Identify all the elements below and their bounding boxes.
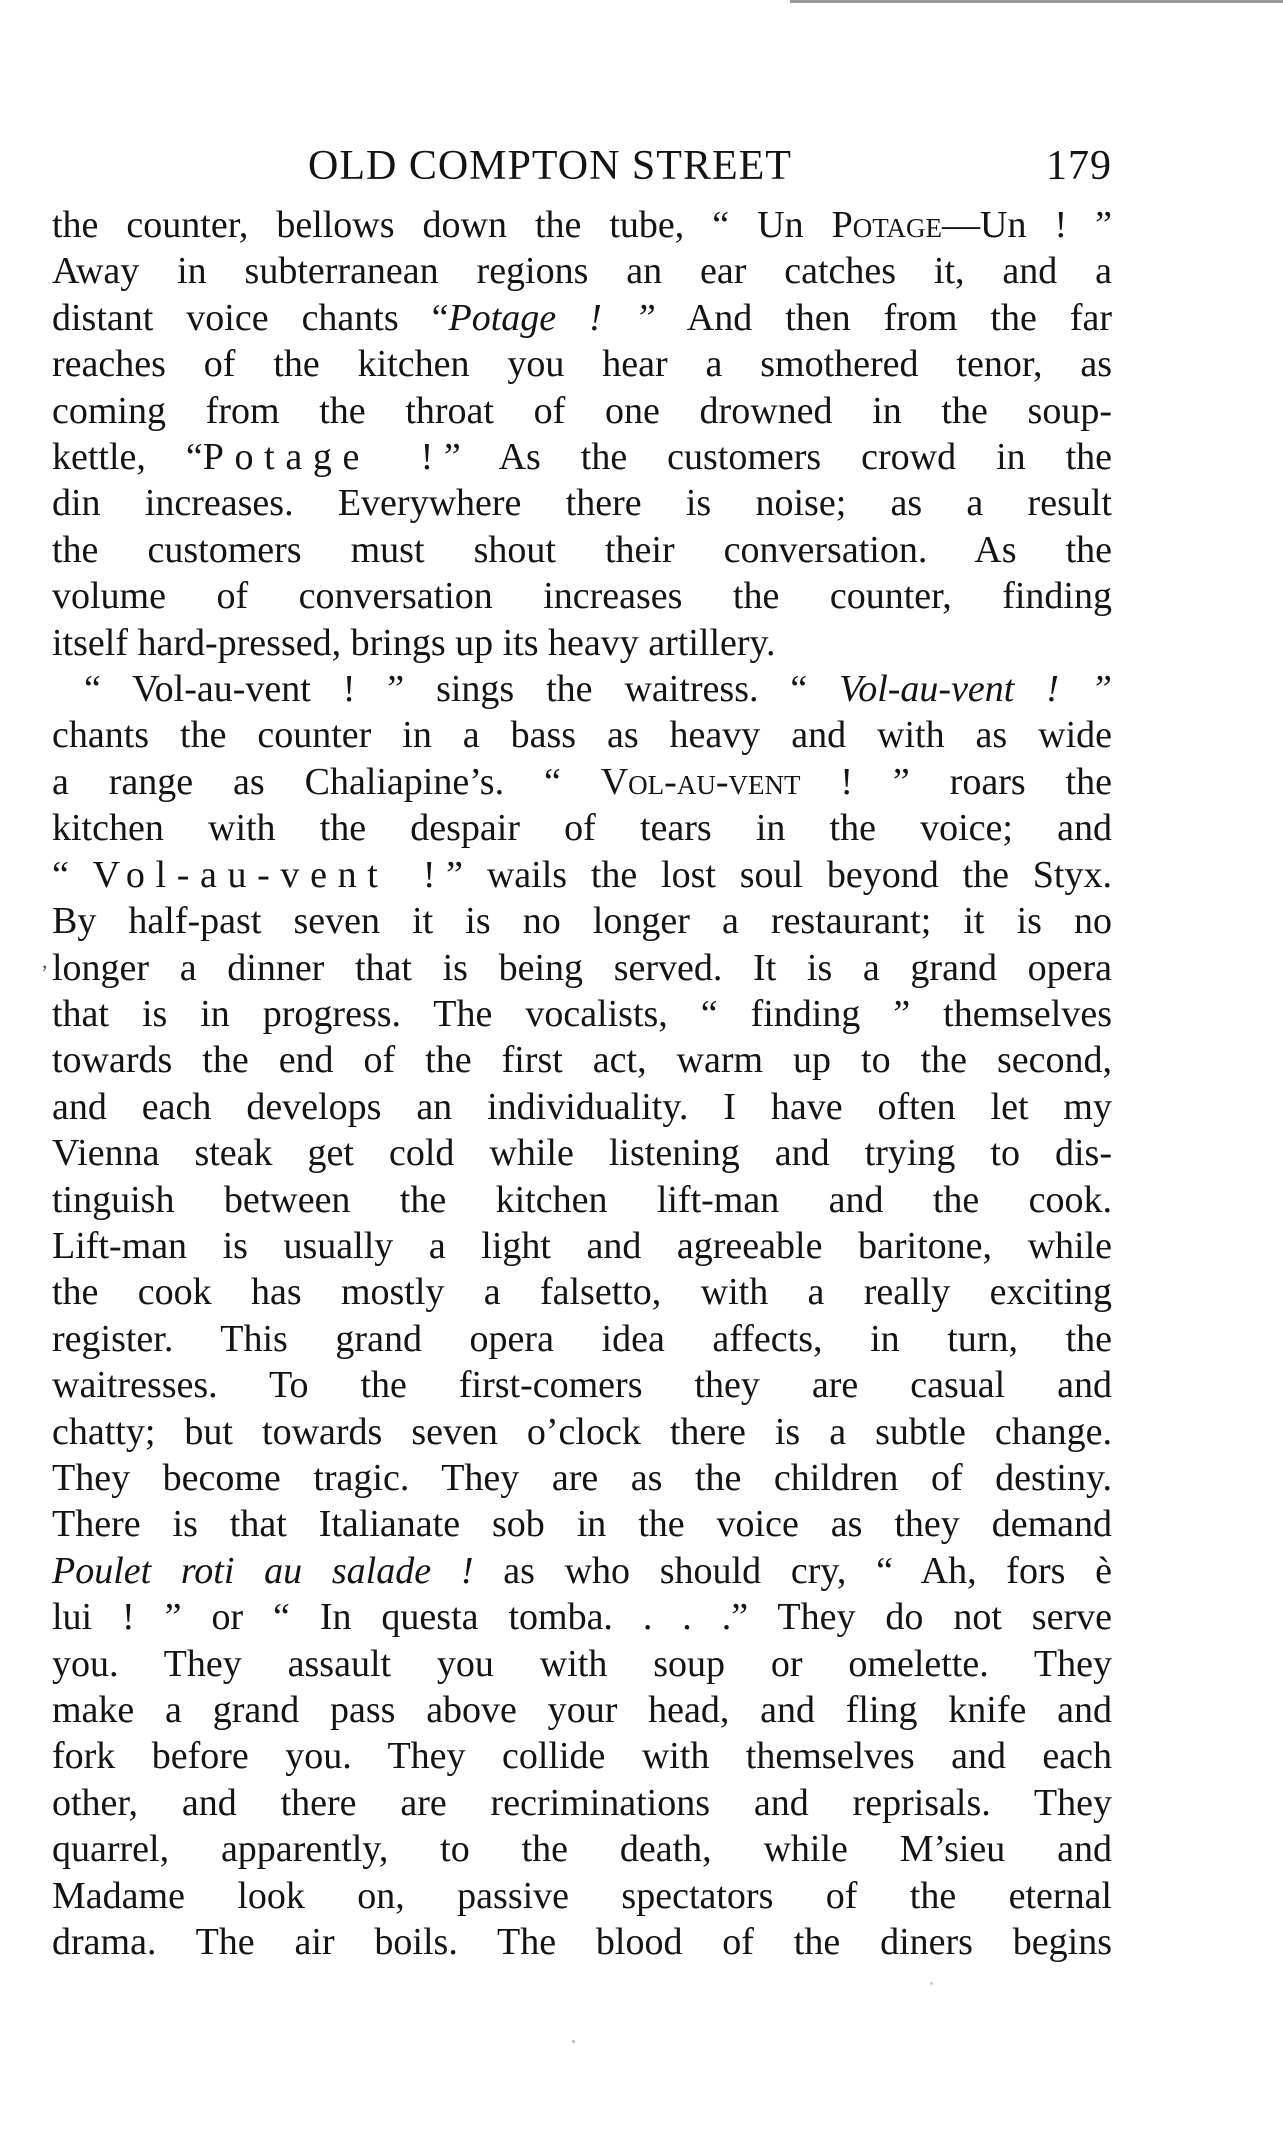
stray-ink-mark: , <box>42 948 48 973</box>
text-line: towards the end of the first act, warm up to the second, <box>52 1039 1112 1082</box>
text-line: register. This grand opera idea affects, in turn, the <box>52 1317 1112 1360</box>
text-line: quarrel, apparently, to the death, while M’sieu and <box>52 1828 1112 1871</box>
text-line: din increases. Everywhere there is noise; as a result <box>52 482 1112 525</box>
text-line: reaches of the kitchen you hear a smothered tenor, as <box>52 343 1112 386</box>
text-line: There is that Italianate sob in the voice as they demand <box>52 1503 1112 1546</box>
top-edge-rule <box>790 0 1283 3</box>
running-title: OLD COMPTON STREET <box>308 143 792 189</box>
text-line: chatty; but towards seven o’clock there is a subtle change. <box>52 1410 1112 1453</box>
text-line: By half-past seven it is no longer a restaurant; it is no <box>52 900 1112 943</box>
text-line: make a grand pass above your head, and fling knife and <box>52 1689 1112 1731</box>
page-number: 179 <box>1046 143 1112 189</box>
text-line: that is in progress. The vocalists, “ finding ” themselves <box>52 992 1112 1035</box>
text-line: itself hard-pressed, brings up its heavy artillery. <box>52 621 776 664</box>
text-line: the counter, bellows down the tube, “ Un Potage—Un ! ” <box>52 204 1112 246</box>
text-line: longer a dinner that is being served. It is a grand opera <box>52 946 1112 989</box>
text-line: fork before you. They collide with themselves and each <box>52 1735 1112 1778</box>
text-line: drama. The air boils. The blood of the diners begins <box>52 1921 1112 1964</box>
paper-speck <box>930 1982 933 1985</box>
text-line: volume of conversation increases the counter, finding <box>52 575 1112 618</box>
paper-speck <box>572 2040 575 2043</box>
text-line: tinguish between the kitchen lift-man and the cook. <box>52 1178 1112 1221</box>
book-page <box>52 138 1112 1965</box>
text-line: They become tragic. They are as the children of destiny. <box>52 1456 1112 1499</box>
text-line: you. They assault you with soup or omelette. They <box>52 1642 1112 1685</box>
text-line: and each develops an individuality. I have often let my <box>52 1085 1112 1128</box>
text-line: Away in subterranean regions an ear catches it, and a <box>52 250 1112 293</box>
text-line: kitchen with the despair of tears in the voice; and <box>52 807 1112 850</box>
text-line: Poulet roti au salade ! as who should cry, “ Ah, fors è <box>52 1549 1112 1592</box>
text-line: kettle, “Potage !” As the customers crowd in the <box>52 436 1112 479</box>
running-head <box>52 138 1112 194</box>
text-line: Lift-man is usually a light and agreeable baritone, while <box>52 1224 1112 1267</box>
text-line: Madame look on, passive spectators of the eternal <box>52 1874 1112 1917</box>
text-line: distant voice chants “Potage ! ” And then from the far <box>52 296 1113 339</box>
text-line: “ Vol-au-vent ! ” sings the waitress. “ Vol-au-vent ! ” <box>84 668 1112 711</box>
text-line: chants the counter in a bass as heavy and with as wide <box>52 714 1112 757</box>
body-text <box>52 202 1112 1965</box>
text-line: the customers must shout their conversation. As the <box>52 528 1112 571</box>
text-line: coming from the throat of one drowned in the soup- <box>52 389 1112 432</box>
text-line: Vienna steak get cold while listening and trying to dis- <box>52 1132 1112 1175</box>
text-line: waitresses. To the first-comers they are casual and <box>52 1364 1112 1407</box>
text-line: the cook has mostly a falsetto, with a really exciting <box>52 1271 1112 1314</box>
text-line: a range as Chaliapine’s. “ Vol-au-vent ! ” roars the <box>52 760 1112 803</box>
text-line: other, and there are recriminations and reprisals. They <box>52 1781 1112 1824</box>
text-line: “ Vol-au-vent !” wails the lost soul beyond the Styx. <box>52 853 1112 896</box>
text-line: lui ! ” or “ In questa tomba. . . .” They do not serve <box>52 1596 1112 1639</box>
